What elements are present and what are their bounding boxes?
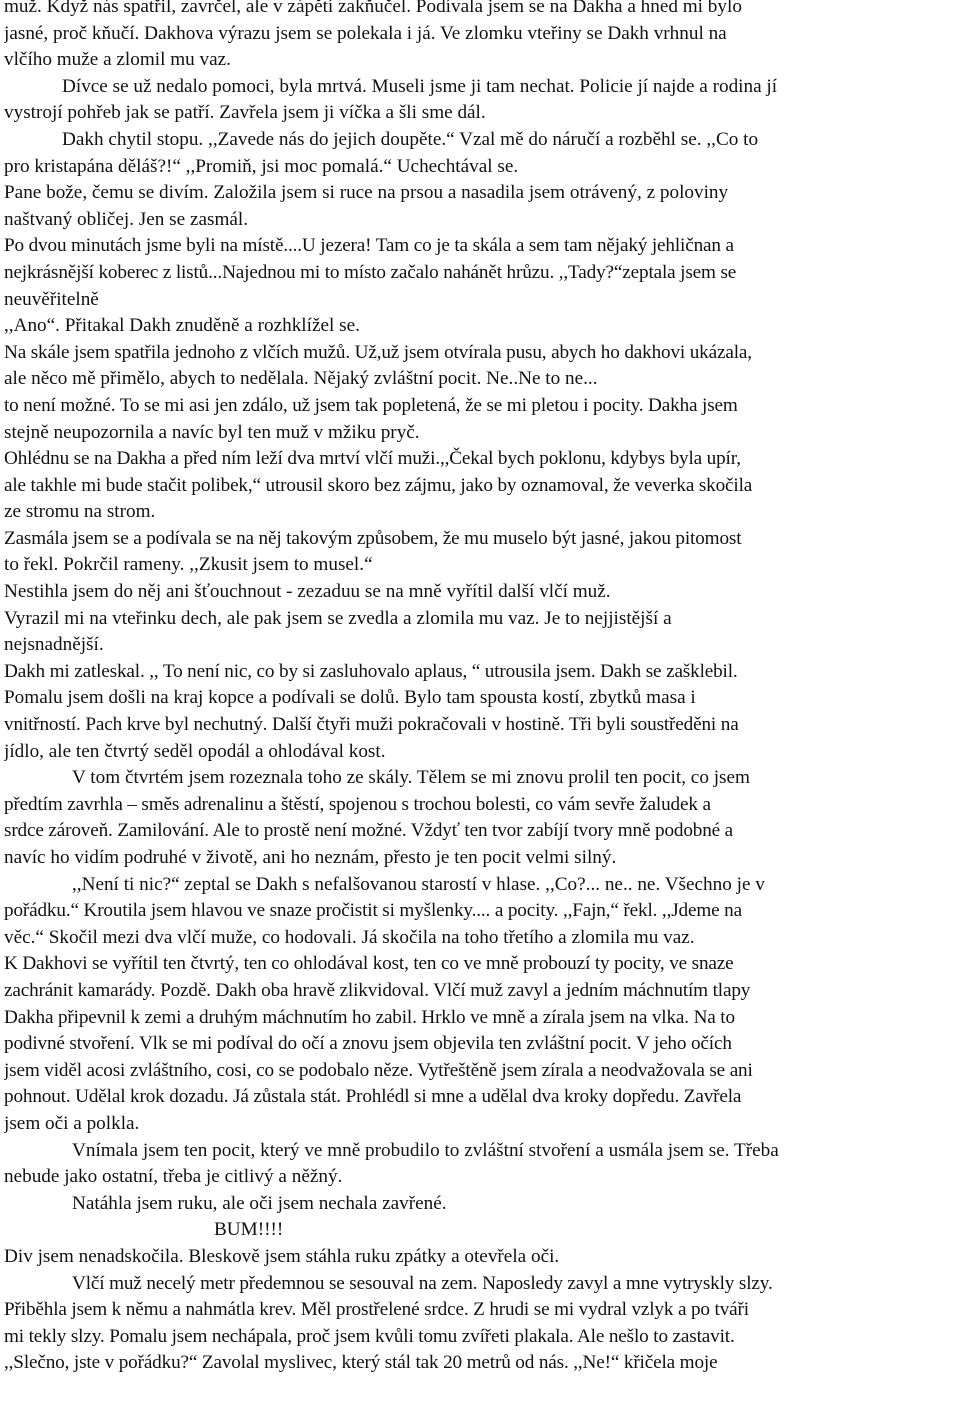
text-line: Dívce se už nedalo pomoci, byla mrtvá. Museli jsme ji tam nechat. Policie jí najde a rodina jí [62, 75, 778, 97]
text-line: ale takhle mi bude stačit polibek,“ utrousil skoro bez zájmu, jako by oznamoval, že veverka skočila [4, 474, 753, 496]
text-line: jasné, proč kňučí. Dakhova výrazu jsem se polekala i já. Ve zlomku vteřiny se Dakh vrhnul na [4, 22, 727, 44]
text-line: Nestihla jsem do něj ani šťouchnout - zezaduu se na mně vyřítil další vlčí muž. [4, 581, 611, 603]
text-line: K Dakhovi se vyřítil ten čtvrtý, ten co ohlodával kost, ten co ve mně probouzí ty pocity, ve snaze [4, 953, 734, 975]
text-line: mi tekly slzy. Pomalu jsem nechápala, proč jsem kvůli tomu zvířeti plakala. Ale nešlo to zastavit. [4, 1325, 735, 1347]
text-line: Zasmála jsem se a podívala se na něj takovým způsobem, že mu muselo být jasné, jakou pitomost [4, 527, 742, 549]
text-line: Pane bože, čemu se divím. Založila jsem si ruce na prsou a nasadila jsem otrávený, z poloviny [4, 182, 729, 204]
text-line: nejsnadnější. [4, 634, 104, 656]
text-line: pro kristapána děláš?!“ ,,Promiň, jsi moc pomalá.“ Uchechtával se. [4, 155, 519, 177]
text-line: předtím zavrhla – směs adrenalinu a štěstí, spojenou s trochou bolesti, co vám sevře žaludek a [4, 793, 711, 815]
text-line: Ohlédnu se na Dakha a před ním leží dva mrtví vlčí muži.,,Čekal bych poklonu, kdybys byla upír, [4, 448, 741, 470]
text-line: jídlo, ale ten čtvrtý seděl opodál a ohlodával kost. [4, 740, 386, 762]
text-line: srdce zároveň. Zamilování. Ale to prostě není možné. Vždyť ten tvor zabíjí tvory mně podobné a [4, 820, 734, 842]
text-line: to není možné. To se mi asi jen zdálo, už jsem tak popletená, že se mi pletou i pocity. Dakha jsem [4, 394, 738, 416]
text-line: Dakh mi zatleskal. ,, To není nic, co by si zasluhovalo aplaus, “ utrousila jsem. Dakh se zašklebil. [4, 660, 738, 682]
text-line: vnitřností. Pach krve byl nechutný. Další čtyři muži pokračovali v hostině. Tři byli soustředěni na [4, 714, 739, 736]
text-line: nejkrásnější koberec z listů...Najednou mi to místo začalo nahánět hrůzu. ,,Tady?“zeptala jsem se [4, 261, 737, 283]
text-line: to řekl. Pokrčil rameny. ,,Zkusit jsem to musel.“ [4, 554, 373, 576]
text-line: Vnímala jsem ten pocit, který ve mně probudilo to zvláštní stvoření a usmála jsem se. Třeba [72, 1139, 779, 1161]
text-line: Natáhla jsem ruku, ale oči jsem nechala zavřené. [72, 1192, 447, 1214]
text-line: Vlčí muž necelý metr předemnou se sesouval na zem. Naposledy zavyl a mne vytryskly slzy. [72, 1272, 773, 1294]
text-line: jsem oči a polkla. [4, 1112, 140, 1134]
text-line: navíc ho vidím podruhé v životě, ani ho neznám, přesto je ten pocit velmi silný. [4, 847, 617, 868]
text-line: muž. Když nás spatřil, zavrčel, ale v zápětí zakňučel. Podívala jsem se na Dakha a hned mi bylo [4, 0, 742, 17]
text-line: Vyrazil mi na vteřinku dech, ale pak jsem se zvedla a zlomila mu vaz. Je to nejjistější a [4, 607, 672, 629]
text-line: nebude jako ostatní, třeba je citlivý a něžný. [4, 1166, 343, 1188]
text-line: vlčího muže a zlomil mu vaz. [4, 49, 231, 71]
text-line: věc.“ Skočil mezi dva vlčí muže, co hodovali. Já skočila na toho třetího a zlomila mu vaz. [4, 926, 695, 948]
text-line: Div jsem nenadskočila. Bleskově jsem stáhla ruku zpátky a otevřela oči. [4, 1245, 560, 1267]
text-line: podivné stvoření. Vlk se mi podíval do očí a znovu jsem objevila ten zvláštní pocit. V jeho očích [4, 1033, 732, 1055]
text-line: ,,Není ti nic?“ zeptal se Dakh s nefalšovanou starostí v hlase. ,,Co?... ne.. ne. Všechno je v [72, 873, 765, 895]
text-line: V tom čtvrtém jsem rozeznala toho ze skály. Tělem se mi znovu prolil ten pocit, co jsem [72, 767, 750, 789]
text-line: jsem viděl acosi zvláštního, cosi, co se podobalo něze. Vytřeštěně jsem zírala a neodvažovala se ani [4, 1059, 753, 1081]
text-line: pohnout. Udělal krok dozadu. Já zůstala stát. Prohlédl si mne a udělal dva kroky dopředu. Zavřela [4, 1086, 742, 1108]
text-line: Pomalu jsem došli na kraj kopce a podívali se dolů. Bylo tam spousta kostí, zbytků masa i [4, 687, 696, 709]
text-line: Dakh chytil stopu. ,,Zavede nás do jejich doupěte.“ Vzal mě do náručí a rozběhl se. ,,Co to [62, 128, 759, 150]
text-line: Dakha připevnil k zemi a druhým máchnutím ho zabil. Hrklo ve mně a zírala jsem na vlka. Na to [4, 1006, 735, 1028]
text-line: zachránit kamarády. Pozdě. Dakh oba hravě zlikvidoval. Vlčí muž zavyl a jedním máchnutím tlapy [4, 979, 751, 1001]
text-line: ale něco mě přimělo, abych to nedělala. Nějaký zvláštní pocit. Ne..Ne to ne... [4, 368, 598, 390]
text-line: ,,Ano“. Přitakal Dakh znuděně a rozhklížel se. [4, 315, 360, 337]
text-line: stejně neupozornila a navíc byl ten muž v mžiku pryč. [4, 421, 420, 443]
text-line: naštvaný obličej. Jen se zasmál. [4, 208, 249, 230]
text-line: Přiběhla jsem k němu a nahmátla krev. Měl prostřelené srdce. Z hrudi se mi vydral vzlyk a po tváři [4, 1299, 749, 1321]
text-line: vystrojí pohřeb jak se patří. Zavřela jsem ji víčka a šli sme dál. [4, 102, 486, 124]
text-line: neuvěřitelně [4, 288, 99, 310]
text-line: BUM!!!! [214, 1219, 284, 1241]
text-line: Po dvou minutách jsme byli na místě....U jezera! Tam co je ta skála a sem tam nějaký jehličnan a [4, 235, 734, 257]
text-line: ,,Slečno, jste v pořádku?“ Zavolal myslivec, který stál tak 20 metrů od nás. ,,Ne!“ křičela moje [4, 1352, 718, 1374]
text-line: Na skále jsem spatřila jednoho z vlčích mužů. Už,už jsem otvírala pusu, abych ho dakhovi ukázala, [4, 341, 752, 363]
text-line: ze stromu na strom. [4, 501, 156, 523]
text-line: pořádku.“ Kroutila jsem hlavou ve snaze pročistit si myšlenky.... a pocity. ,,Fajn,“ řekl. ,,Jdeme na [4, 900, 742, 922]
